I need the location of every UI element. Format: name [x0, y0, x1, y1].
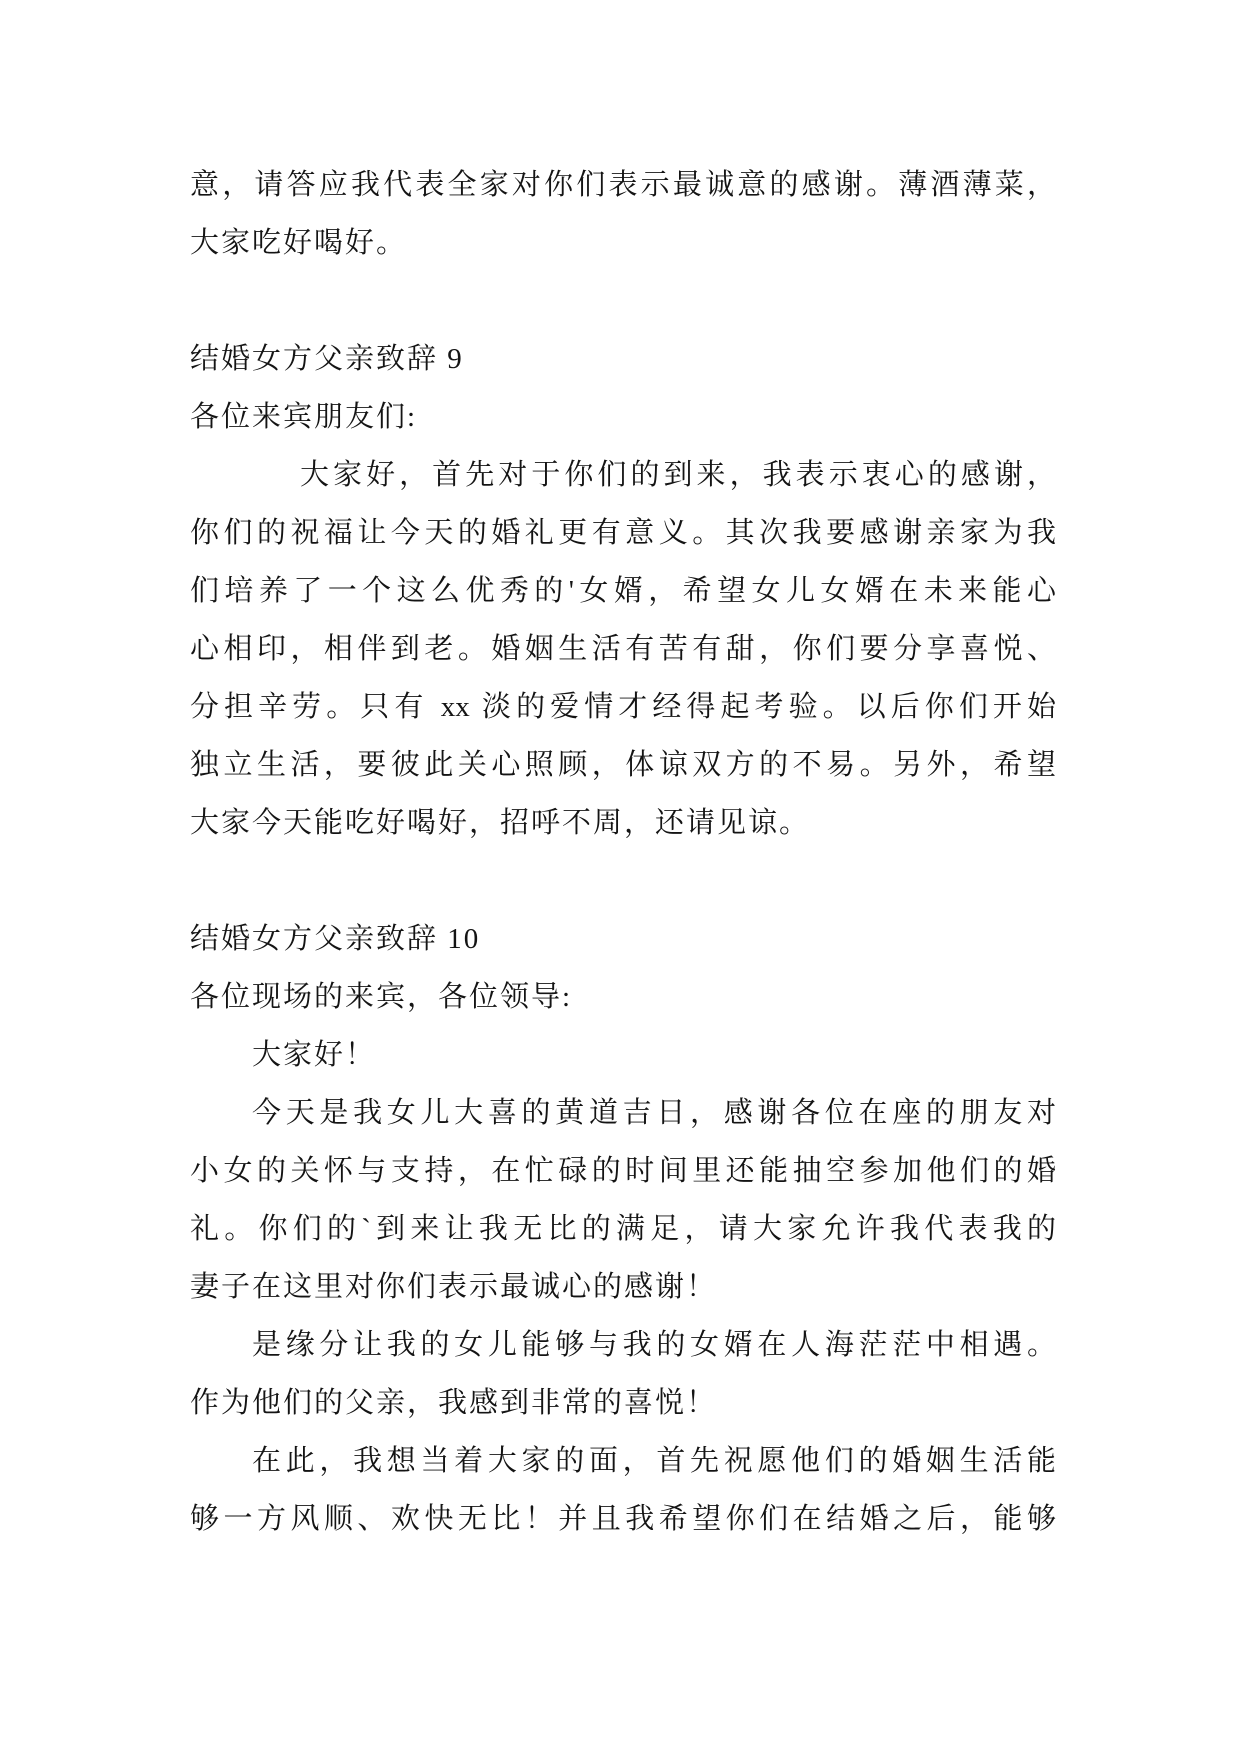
paragraph-line: 小女的关怀与支持，在忙碌的时间里还能抽空参加他们的婚	[190, 1155, 1056, 1187]
paragraph-line: 分担辛劳。只有 xx 淡的爱情才经得起考验。以后你们开始	[190, 691, 1056, 723]
paragraph-line: 是缘分让我的女儿能够与我的女婿在人海茫茫中相遇。	[252, 1329, 1056, 1361]
blank-line	[190, 272, 1056, 330]
document-body	[190, 156, 1056, 1548]
blank-line	[190, 852, 1056, 910]
paragraph-line: 你们的祝福让今天的婚礼更有意义。其次我要感谢亲家为我	[190, 517, 1056, 549]
section-heading: 结婚女方父亲致辞 9	[190, 343, 464, 375]
paragraph-line: 大家今天能吃好喝好，招呼不周，还请见谅。	[190, 807, 811, 839]
salutation: 各位现场的来宾，各位领导:	[190, 981, 573, 1013]
paragraph-line: 独立生活，要彼此关心照顾，体谅双方的不易。另外，希望	[190, 749, 1056, 781]
salutation: 各位来宾朋友们:	[190, 401, 418, 433]
continuation-line: 意，请答应我代表全家对你们表示最诚意的感谢。薄酒薄菜，	[190, 169, 1056, 201]
paragraph-line: 够一方风顺、欢快无比！并且我希望你们在结婚之后，能够	[190, 1503, 1056, 1535]
paragraph-line: 礼。你们的`到来让我无比的满足，请大家允许我代表我的	[190, 1213, 1056, 1245]
paragraph-line: 在此，我想当着大家的面，首先祝愿他们的婚姻生活能	[252, 1445, 1056, 1477]
paragraph-line: 大家好，首先对于你们的到来，我表示衷心的感谢，	[300, 459, 1056, 491]
paragraph-line: 作为他们的父亲，我感到非常的喜悦！	[190, 1387, 718, 1419]
greeting: 大家好！	[252, 1039, 377, 1071]
section-heading: 结婚女方父亲致辞 10	[190, 923, 481, 955]
paragraph-line: 们培养了一个这么优秀的'女婿，希望女儿女婿在未来能心	[190, 575, 1056, 607]
paragraph-line: 妻子在这里对你们表示最诚心的感谢！	[190, 1271, 718, 1303]
continuation-line: 大家吃好喝好。	[190, 227, 408, 259]
paragraph-line: 心相印，相伴到老。婚姻生活有苦有甜，你们要分享喜悦、	[190, 633, 1056, 665]
paragraph-line: 今天是我女儿大喜的黄道吉日，感谢各位在座的朋友对	[252, 1097, 1056, 1129]
